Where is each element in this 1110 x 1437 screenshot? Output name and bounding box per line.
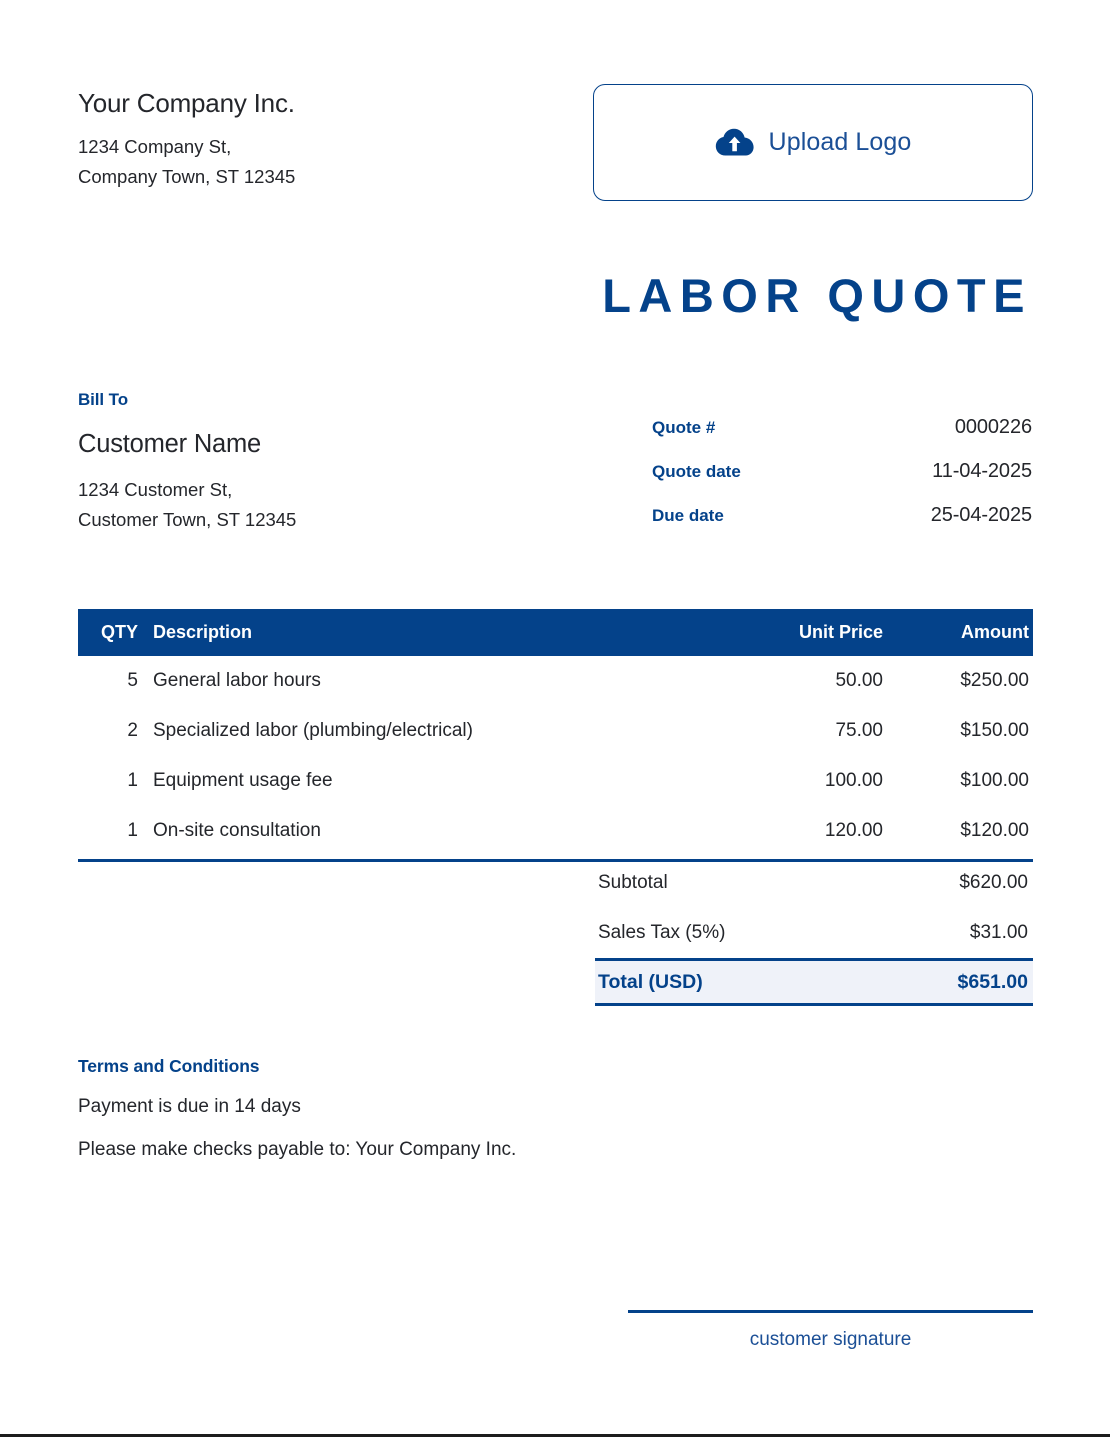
header-amount: Amount: [961, 622, 1029, 642]
row-qty: 2: [127, 720, 138, 741]
table-row: [78, 756, 1033, 806]
grand-total-label: Total (USD): [598, 970, 703, 993]
customer-name: Customer Name: [78, 430, 262, 458]
due-date-label: Due date: [652, 506, 724, 525]
company-address-line-2: Company Town, ST 12345: [78, 166, 296, 188]
quote-date-label: Quote date: [652, 462, 741, 481]
row-qty: 1: [127, 820, 138, 841]
cloud-upload-icon: [715, 128, 755, 158]
company-info: [78, 84, 295, 192]
row-amount: $250.00: [960, 670, 1029, 691]
company-address-line-1: 1234 Company St,: [78, 136, 232, 158]
quote-date-row: [652, 460, 1032, 483]
customer-address-line-1: 1234 Customer St,: [78, 479, 233, 501]
customer-address-line-2: Customer Town, ST 12345: [78, 509, 297, 531]
row-amount: $120.00: [960, 820, 1029, 841]
document-header: [78, 84, 1033, 201]
due-date-row: [652, 504, 1032, 527]
customer-address: [78, 475, 508, 535]
row-unit-price: 50.00: [835, 670, 883, 691]
row-unit-price: 75.00: [835, 720, 883, 741]
table-row: [78, 656, 1033, 706]
company-name: Your Company Inc.: [78, 88, 295, 118]
upload-logo-label: Upload Logo: [768, 128, 912, 156]
quote-number-label: Quote #: [652, 418, 716, 437]
line-items-table: [78, 609, 1033, 862]
terms-line-1: Payment is due in 14 days: [78, 1096, 301, 1117]
header-unit-price: Unit Price: [798, 622, 883, 642]
row-unit-price: 100.00: [824, 770, 883, 791]
bill-to-section: [78, 390, 508, 535]
document-title: LABOR QUOTE: [602, 269, 1032, 322]
terms-section: [78, 1056, 678, 1162]
quote-date-value: 11-04-2025: [932, 460, 1032, 482]
table-row: [78, 706, 1033, 756]
quote-number-value: 0000226: [954, 416, 1032, 438]
signature-section: [628, 1310, 1033, 1351]
subtotal-value: $620.00: [959, 872, 1028, 893]
signature-line: [628, 1310, 1033, 1313]
quote-number-row: [652, 416, 1032, 439]
subtotal-label: Subtotal: [598, 872, 668, 893]
upload-logo-button[interactable]: [593, 84, 1033, 201]
company-address: [78, 132, 295, 192]
row-qty: 1: [127, 770, 138, 791]
row-description: Equipment usage fee: [153, 770, 333, 791]
row-description: Specialized labor (plumbing/electrical): [153, 720, 473, 741]
header-qty: QTY: [100, 622, 138, 642]
row-unit-price: 120.00: [824, 820, 883, 841]
terms-line-2: Please make checks payable to: Your Company Inc.: [78, 1138, 517, 1160]
signature-label: customer signature: [749, 1328, 912, 1350]
totals-section: [595, 858, 1033, 1006]
header-description: Description: [153, 622, 253, 642]
table-header-row: [78, 609, 1033, 656]
table-row: [78, 806, 1033, 856]
sales-tax-label: Sales Tax (5%): [598, 922, 726, 943]
grand-total-row: [595, 958, 1033, 1006]
bill-to-label: Bill To: [78, 390, 128, 409]
row-description: On-site consultation: [153, 820, 321, 841]
subtotal-row: [595, 858, 1033, 908]
sales-tax-value: $31.00: [969, 922, 1028, 943]
terms-title: Terms and Conditions: [78, 1056, 260, 1076]
row-description: General labor hours: [153, 670, 321, 691]
grand-total-value: $651.00: [957, 970, 1028, 993]
quote-meta: [652, 416, 1032, 527]
row-amount: $150.00: [960, 720, 1029, 741]
sales-tax-row: [595, 908, 1033, 958]
row-amount: $100.00: [960, 770, 1029, 791]
due-date-value: 25-04-2025: [930, 504, 1032, 526]
row-qty: 5: [127, 670, 138, 691]
